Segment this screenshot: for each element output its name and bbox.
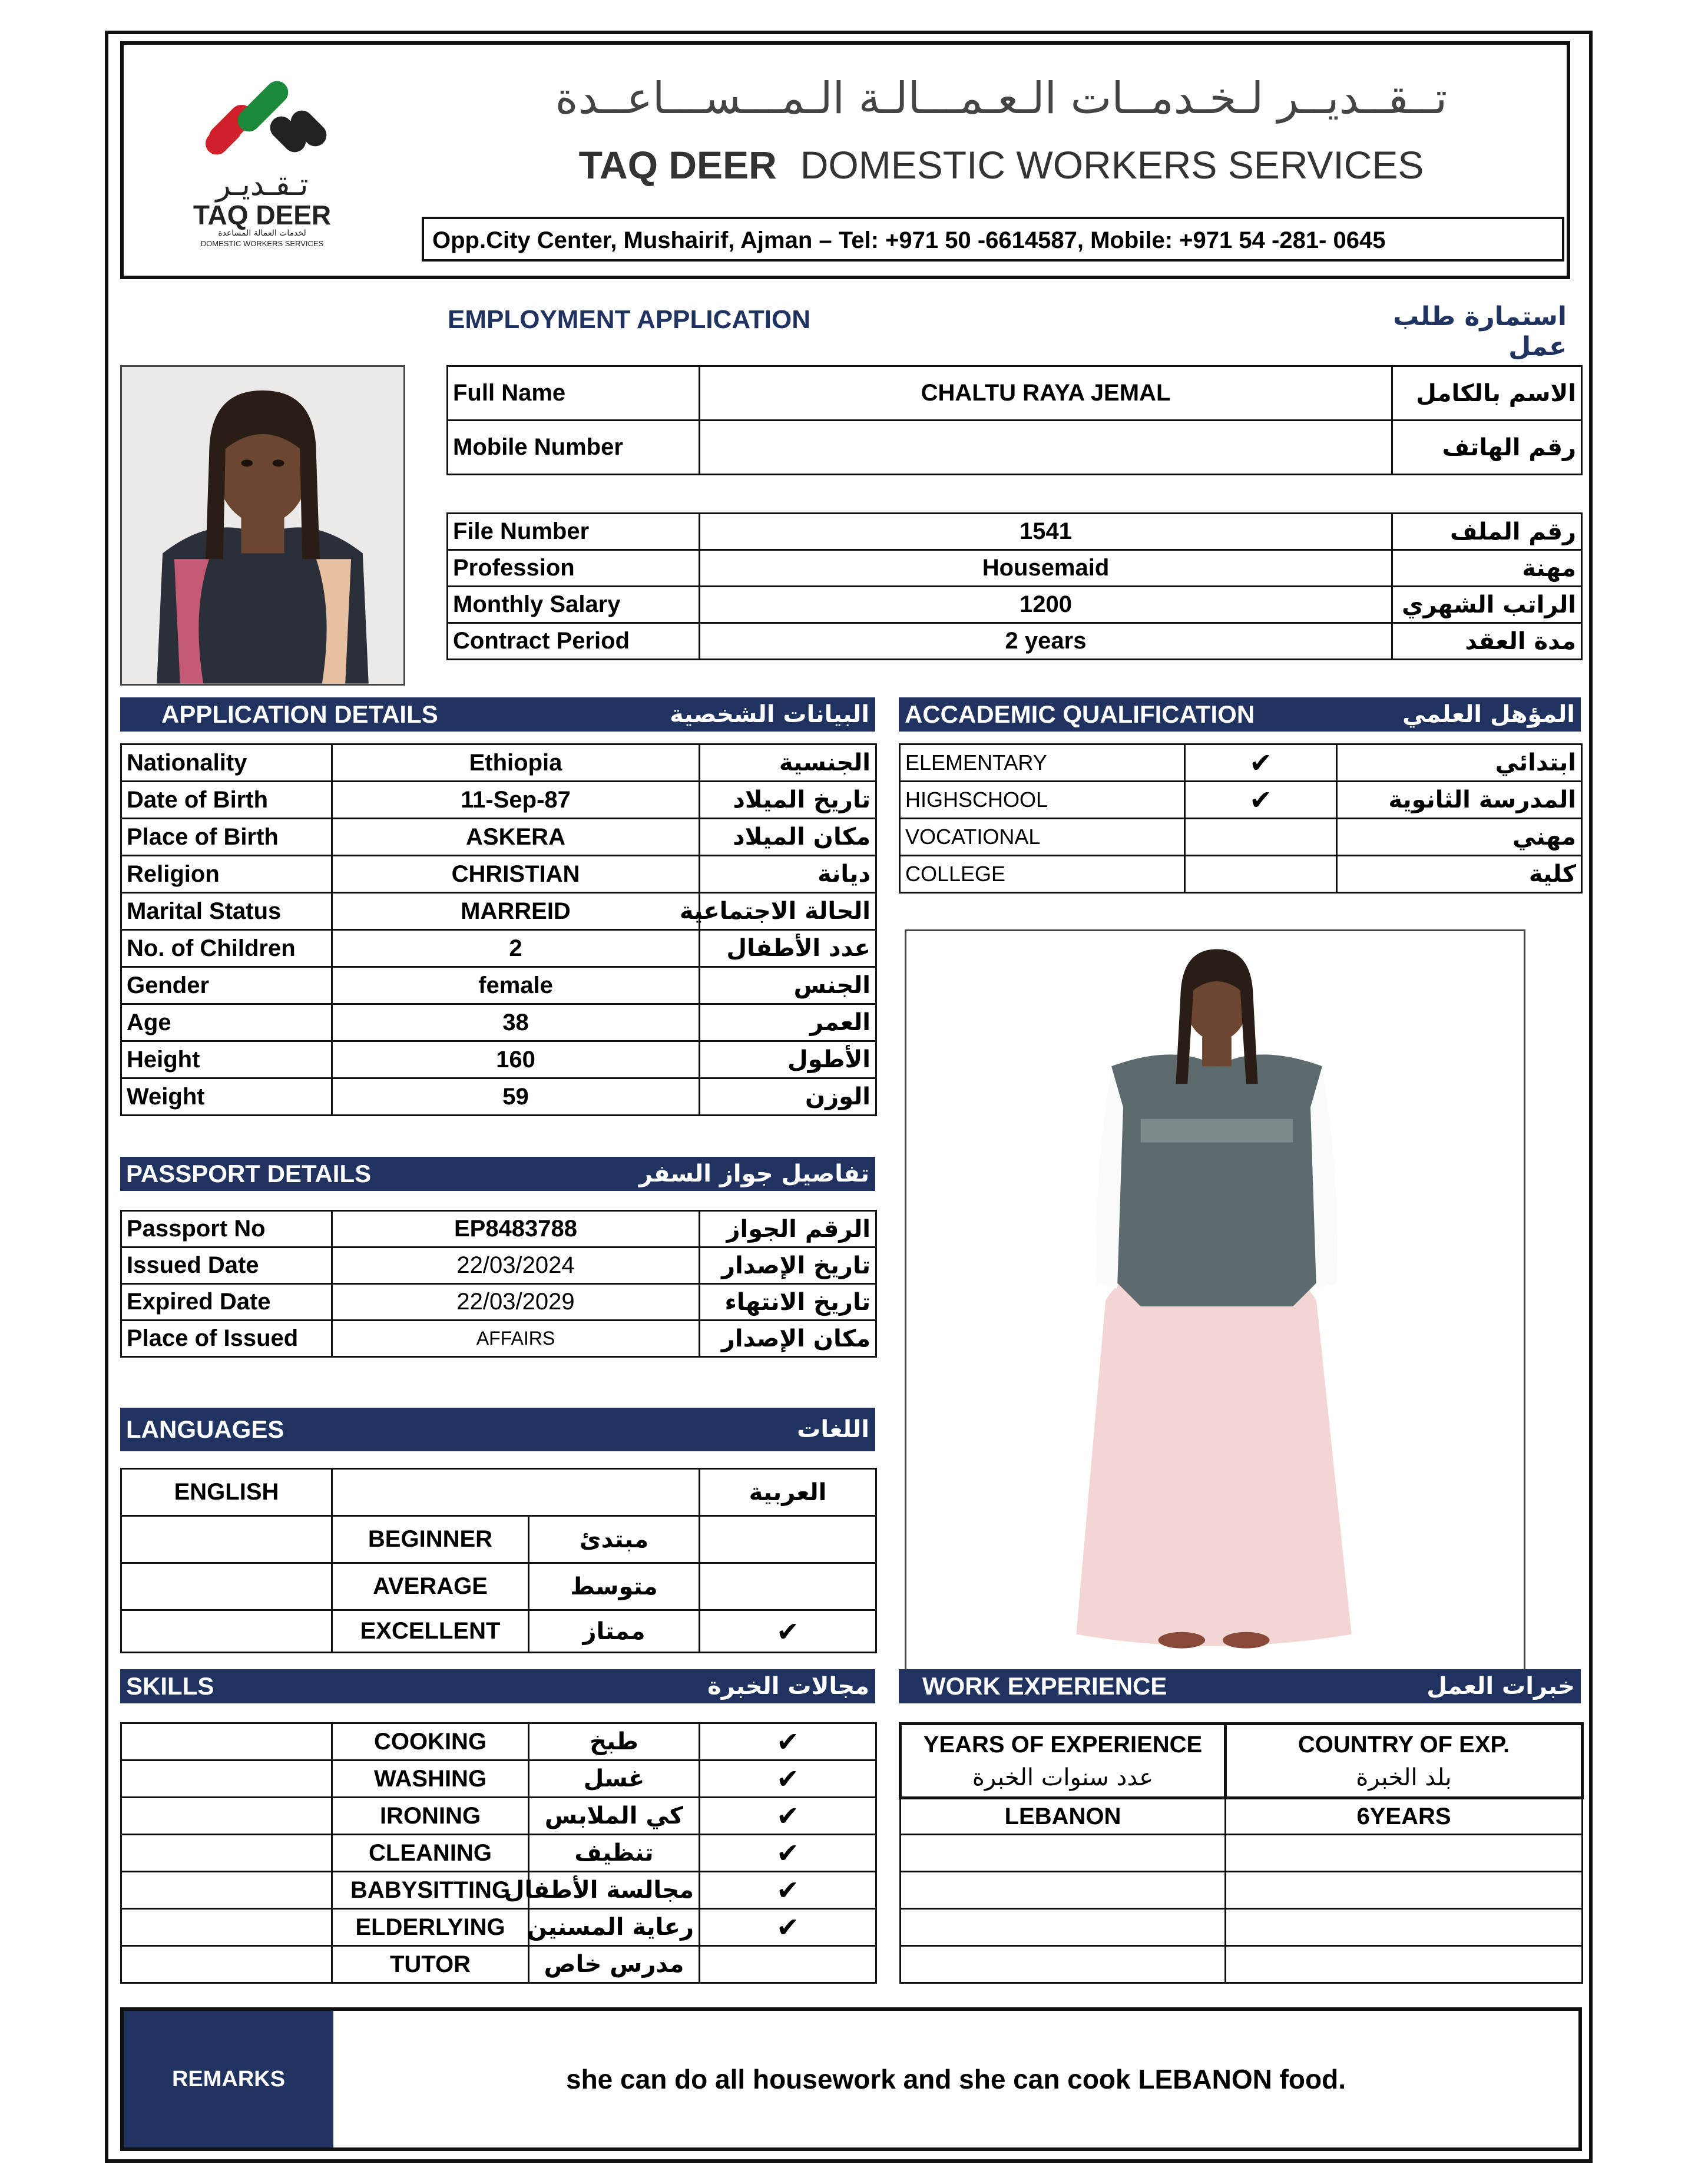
passport-no-label: Passport No bbox=[121, 1211, 332, 1247]
english-company-title bbox=[536, 143, 1467, 187]
elementary-label: ELEMENTARY bbox=[900, 744, 1185, 782]
skill-extra-cell bbox=[121, 1909, 332, 1946]
cooking-label-ar: طبخ bbox=[529, 1723, 700, 1761]
place-issued-label-ar: مكان الإصدار bbox=[700, 1321, 876, 1357]
table-row bbox=[901, 1946, 1583, 1983]
babysitting-label-ar: مجالسة الأطفال bbox=[529, 1872, 700, 1909]
skills-table bbox=[120, 1722, 877, 1984]
table-row bbox=[121, 1211, 876, 1247]
file-number-value: 1541 bbox=[700, 514, 1392, 550]
nationality-label: Nationality bbox=[121, 744, 332, 782]
experience-cell: 6YEARS bbox=[1226, 1798, 1583, 1835]
form-title-en: EMPLOYMENT APPLICATION bbox=[448, 305, 810, 334]
letterhead bbox=[120, 41, 1570, 279]
mobile-label: Mobile Number bbox=[448, 421, 700, 475]
tutor-label-ar: مدرس خاص bbox=[529, 1946, 700, 1983]
experience-cell bbox=[901, 1909, 1226, 1946]
issued-date-value: 22/03/2024 bbox=[332, 1247, 700, 1284]
passport-table bbox=[120, 1210, 877, 1358]
passport-header bbox=[120, 1157, 875, 1191]
table-row bbox=[121, 1247, 876, 1284]
gender-value: female bbox=[332, 967, 700, 1004]
passport-no-label-ar: الرقم الجواز bbox=[700, 1211, 876, 1247]
cleaning-check: ✔ bbox=[700, 1835, 876, 1872]
section-title: ACCADEMIC QUALIFICATION bbox=[905, 700, 1255, 728]
contract-label-ar: مدة العقد bbox=[1392, 623, 1582, 660]
experience-cell bbox=[1226, 1872, 1583, 1909]
table-row bbox=[448, 623, 1582, 660]
section-title-ar: المؤهل العلمي bbox=[1402, 701, 1575, 728]
nationality-label-ar: الجنسية bbox=[700, 744, 876, 782]
table-row bbox=[448, 366, 1582, 421]
age-value: 38 bbox=[332, 1004, 700, 1041]
contact-bar: Opp.City Center, Mushairif, Ajman – Tel: +971 50 -6614587, Mobile: +971 54 -281- 0645 bbox=[422, 217, 1564, 262]
dob-label: Date of Birth bbox=[121, 782, 332, 819]
expired-date-value: 22/03/2029 bbox=[332, 1284, 700, 1321]
experience-cell bbox=[1226, 1946, 1583, 1983]
expired-date-label-ar: تاريخ الانتهاء bbox=[700, 1284, 876, 1321]
table-row bbox=[900, 782, 1582, 819]
table-row bbox=[121, 1004, 876, 1041]
washing-label-ar: غسل bbox=[529, 1761, 700, 1798]
pob-label: Place of Birth bbox=[121, 819, 332, 856]
table-row bbox=[901, 1835, 1583, 1872]
full-body-photo bbox=[905, 929, 1525, 1677]
experience-cell bbox=[1226, 1909, 1583, 1946]
col-title: YEARS OF EXPERIENCE bbox=[923, 1731, 1203, 1758]
experience-cell bbox=[1226, 1835, 1583, 1872]
excellent-label-ar: ممتاز bbox=[529, 1610, 700, 1653]
skill-extra-cell bbox=[121, 1872, 332, 1909]
section-title-ar: مجالات الخبرة bbox=[707, 1673, 869, 1700]
languages-table bbox=[120, 1468, 877, 1653]
academic-header bbox=[899, 697, 1581, 732]
name-table bbox=[446, 365, 1583, 475]
table-row bbox=[121, 1284, 876, 1321]
marital-label: Marital Status bbox=[121, 893, 332, 930]
company-descriptor: DOMESTIC WORKERS SERVICES bbox=[800, 143, 1424, 187]
pob-value: ASKERA bbox=[332, 819, 700, 856]
table-row bbox=[121, 1610, 876, 1653]
section-title: SKILLS bbox=[126, 1672, 214, 1700]
college-check bbox=[1185, 856, 1337, 893]
table-row bbox=[121, 1723, 876, 1761]
height-label: Height bbox=[121, 1041, 332, 1078]
application-details-table bbox=[120, 743, 877, 1116]
arabic-company-title: تــقــديــر لـخـدمــات الـعـمـــالـة الـمـــســـاعــدة bbox=[555, 73, 1448, 124]
table-row bbox=[121, 1909, 876, 1946]
mobile-value bbox=[700, 421, 1392, 475]
salary-value: 1200 bbox=[700, 587, 1392, 623]
college-label-ar: كلية bbox=[1337, 856, 1582, 893]
vocational-label: VOCATIONAL bbox=[900, 819, 1185, 856]
cleaning-label: CLEANING bbox=[332, 1835, 529, 1872]
elderlying-label: ELDERLYING bbox=[332, 1909, 529, 1946]
table-row bbox=[900, 819, 1582, 856]
empty-cell bbox=[332, 1469, 529, 1516]
arabic-average-mark bbox=[700, 1563, 876, 1610]
table-row bbox=[901, 1909, 1583, 1946]
work-experience-header bbox=[899, 1669, 1581, 1703]
weight-label: Weight bbox=[121, 1078, 332, 1116]
highschool-check: ✔ bbox=[1185, 782, 1337, 819]
brand-name: TAQ DEER bbox=[578, 143, 777, 187]
logo-brand: TAQ DEER bbox=[193, 200, 332, 230]
table-row bbox=[901, 1724, 1583, 1798]
age-label: Age bbox=[121, 1004, 332, 1041]
table-row bbox=[121, 1321, 876, 1357]
beginner-label: BEGINNER bbox=[332, 1516, 529, 1563]
full-body-image bbox=[906, 931, 1524, 1676]
full-name-value: CHALTU RAYA JEMAL bbox=[700, 366, 1392, 421]
section-title-ar: تفاصيل جواز السفر bbox=[638, 1160, 869, 1187]
work-experience-table bbox=[899, 1722, 1584, 1984]
elementary-label-ar: ابتدائي bbox=[1337, 744, 1582, 782]
skill-extra-cell bbox=[121, 1723, 332, 1761]
table-row bbox=[901, 1798, 1583, 1835]
vocational-check bbox=[1185, 819, 1337, 856]
elderlying-label-ar: رعاية المسنين bbox=[529, 1909, 700, 1946]
file-number-label: File Number bbox=[448, 514, 700, 550]
full-name-label: Full Name bbox=[448, 366, 700, 421]
experience-cell bbox=[901, 1946, 1226, 1983]
washing-label: WASHING bbox=[332, 1761, 529, 1798]
table-row bbox=[121, 1563, 876, 1610]
average-label-ar: متوسط bbox=[529, 1563, 700, 1610]
taqdeer-logo-icon bbox=[188, 81, 336, 176]
height-label-ar: الأطول bbox=[700, 1041, 876, 1078]
table-row bbox=[448, 550, 1582, 587]
section-title-ar: اللغات bbox=[797, 1416, 869, 1443]
section-title: PASSPORT DETAILS bbox=[126, 1160, 372, 1187]
english-average-mark bbox=[121, 1563, 332, 1610]
empty-cell bbox=[529, 1469, 700, 1516]
col-title: COUNTRY OF EXP. bbox=[1298, 1731, 1510, 1758]
skill-extra-cell bbox=[121, 1835, 332, 1872]
arabic-beginner-mark bbox=[700, 1516, 876, 1563]
table-row bbox=[121, 1469, 876, 1516]
section-title: LANGUAGES bbox=[126, 1415, 284, 1443]
job-table bbox=[446, 512, 1583, 660]
languages-header bbox=[120, 1408, 875, 1451]
excellent-label: EXCELLENT bbox=[332, 1610, 529, 1653]
country-of-exp-header bbox=[1226, 1724, 1583, 1798]
experience-cell: LEBANON bbox=[901, 1798, 1226, 1835]
portrait-photo bbox=[120, 365, 405, 686]
marital-label-ar: الحالة الاجتماعية bbox=[700, 893, 876, 930]
nationality-value: Ethiopia bbox=[332, 744, 700, 782]
col-title-ar: عدد سنوات الخبرة bbox=[972, 1763, 1154, 1791]
section-title: WORK EXPERIENCE bbox=[922, 1672, 1167, 1700]
file-number-label-ar: رقم الملف bbox=[1392, 514, 1582, 550]
table-row bbox=[121, 819, 876, 856]
section-title-ar: خبرات العمل bbox=[1426, 1673, 1575, 1700]
table-row bbox=[121, 1798, 876, 1835]
dob-label-ar: تاريخ الميلاد bbox=[700, 782, 876, 819]
beginner-label-ar: مبتدئ bbox=[529, 1516, 700, 1563]
table-row bbox=[121, 782, 876, 819]
pob-label-ar: مكان الميلاد bbox=[700, 819, 876, 856]
age-label-ar: العمر bbox=[700, 1004, 876, 1041]
gender-label: Gender bbox=[121, 967, 332, 1004]
table-row bbox=[121, 1761, 876, 1798]
table-row bbox=[121, 856, 876, 893]
salary-label-ar: الراتب الشهري bbox=[1392, 587, 1582, 623]
expired-date-label: Expired Date bbox=[121, 1284, 332, 1321]
logo-small-english: DOMESTIC WORKERS SERVICES bbox=[200, 239, 324, 248]
religion-value: CHRISTIAN bbox=[332, 856, 700, 893]
arabic-column-header: العربية bbox=[700, 1469, 876, 1516]
table-row bbox=[121, 1041, 876, 1078]
children-value: 2 bbox=[332, 930, 700, 967]
ironing-check: ✔ bbox=[700, 1798, 876, 1835]
contract-value: 2 years bbox=[700, 623, 1392, 660]
logo-small-arabic: لخدمات العمالة المساعدة bbox=[218, 229, 306, 238]
children-label-ar: عدد الأطفال bbox=[700, 930, 876, 967]
vocational-label-ar: مهني bbox=[1337, 819, 1582, 856]
religion-label: Religion bbox=[121, 856, 332, 893]
skill-extra-cell bbox=[121, 1798, 332, 1835]
skills-header bbox=[120, 1669, 875, 1703]
section-title: APPLICATION DETAILS bbox=[161, 700, 438, 728]
ironing-label: IRONING bbox=[332, 1798, 529, 1835]
table-row bbox=[121, 930, 876, 967]
issued-date-label-ar: تاريخ الإصدار bbox=[700, 1247, 876, 1284]
remarks-box bbox=[120, 2007, 1582, 2151]
logo-arabic: تـقـديـر bbox=[216, 167, 309, 203]
cooking-label: COOKING bbox=[332, 1723, 529, 1761]
gender-label-ar: الجنس bbox=[700, 967, 876, 1004]
table-row bbox=[121, 1946, 876, 1983]
contract-label: Contract Period bbox=[448, 623, 700, 660]
elderlying-check: ✔ bbox=[700, 1909, 876, 1946]
average-label: AVERAGE bbox=[332, 1563, 529, 1610]
table-row bbox=[121, 893, 876, 930]
years-of-experience-header bbox=[901, 1724, 1226, 1798]
full-name-label-ar: الاسم بالكامل bbox=[1392, 366, 1582, 421]
table-row bbox=[121, 1078, 876, 1116]
profession-value: Housemaid bbox=[700, 550, 1392, 587]
cooking-check: ✔ bbox=[700, 1723, 876, 1761]
english-excellent-mark bbox=[121, 1610, 332, 1653]
weight-value: 59 bbox=[332, 1078, 700, 1116]
table-row bbox=[121, 1872, 876, 1909]
table-row bbox=[121, 1516, 876, 1563]
form-title-ar: استمارة طلب عمل bbox=[1393, 302, 1567, 362]
experience-cell bbox=[901, 1872, 1226, 1909]
mobile-label-ar: رقم الهاتف bbox=[1392, 421, 1582, 475]
table-row bbox=[121, 967, 876, 1004]
salary-label: Monthly Salary bbox=[448, 587, 700, 623]
profession-label: Profession bbox=[448, 550, 700, 587]
religion-label-ar: ديانة bbox=[700, 856, 876, 893]
washing-check: ✔ bbox=[700, 1761, 876, 1798]
table-row bbox=[121, 1835, 876, 1872]
weight-label-ar: الوزن bbox=[700, 1078, 876, 1116]
elementary-check: ✔ bbox=[1185, 744, 1337, 782]
issued-date-label: Issued Date bbox=[121, 1247, 332, 1284]
table-row bbox=[448, 514, 1582, 550]
cleaning-label-ar: تنظيف bbox=[529, 1835, 700, 1872]
experience-cell bbox=[901, 1835, 1226, 1872]
table-row bbox=[121, 744, 876, 782]
highschool-label: HIGHSCHOOL bbox=[900, 782, 1185, 819]
dob-value: 11-Sep-87 bbox=[332, 782, 700, 819]
remarks-label: REMARKS bbox=[124, 2011, 333, 2147]
col-title-ar: بلد الخبرة bbox=[1356, 1763, 1452, 1791]
remarks-text: she can do all housework and she can cook LEBANON food. bbox=[565, 2064, 1346, 2094]
tutor-label: TUTOR bbox=[332, 1946, 529, 1983]
skill-extra-cell bbox=[121, 1761, 332, 1798]
highschool-label-ar: المدرسة الثانوية bbox=[1337, 782, 1582, 819]
english-column-header: ENGLISH bbox=[121, 1469, 332, 1516]
portrait-image bbox=[122, 367, 403, 684]
marital-value: MARREID bbox=[332, 893, 700, 930]
profession-label-ar: مهنة bbox=[1392, 550, 1582, 587]
table-row bbox=[900, 744, 1582, 782]
college-label: COLLEGE bbox=[900, 856, 1185, 893]
passport-no-value: EP8483788 bbox=[332, 1211, 700, 1247]
tutor-check bbox=[700, 1946, 876, 1983]
place-issued-label: Place of Issued bbox=[121, 1321, 332, 1357]
place-issued-value: AFFAIRS bbox=[332, 1321, 700, 1357]
application-details-header bbox=[120, 697, 875, 732]
skill-extra-cell bbox=[121, 1946, 332, 1983]
table-row bbox=[900, 856, 1582, 893]
arabic-excellent-mark: ✔ bbox=[700, 1610, 876, 1653]
children-label: No. of Children bbox=[121, 930, 332, 967]
table-row bbox=[448, 421, 1582, 475]
english-beginner-mark bbox=[121, 1516, 332, 1563]
table-row bbox=[901, 1872, 1583, 1909]
table-row bbox=[448, 587, 1582, 623]
academic-table bbox=[899, 743, 1583, 894]
babysitting-check: ✔ bbox=[700, 1872, 876, 1909]
height-value: 160 bbox=[332, 1041, 700, 1078]
section-title-ar: البيانات الشخصية bbox=[670, 701, 869, 728]
ironing-label-ar: كي الملابس bbox=[529, 1798, 700, 1835]
babysitting-label: BABYSITTING bbox=[332, 1872, 529, 1909]
